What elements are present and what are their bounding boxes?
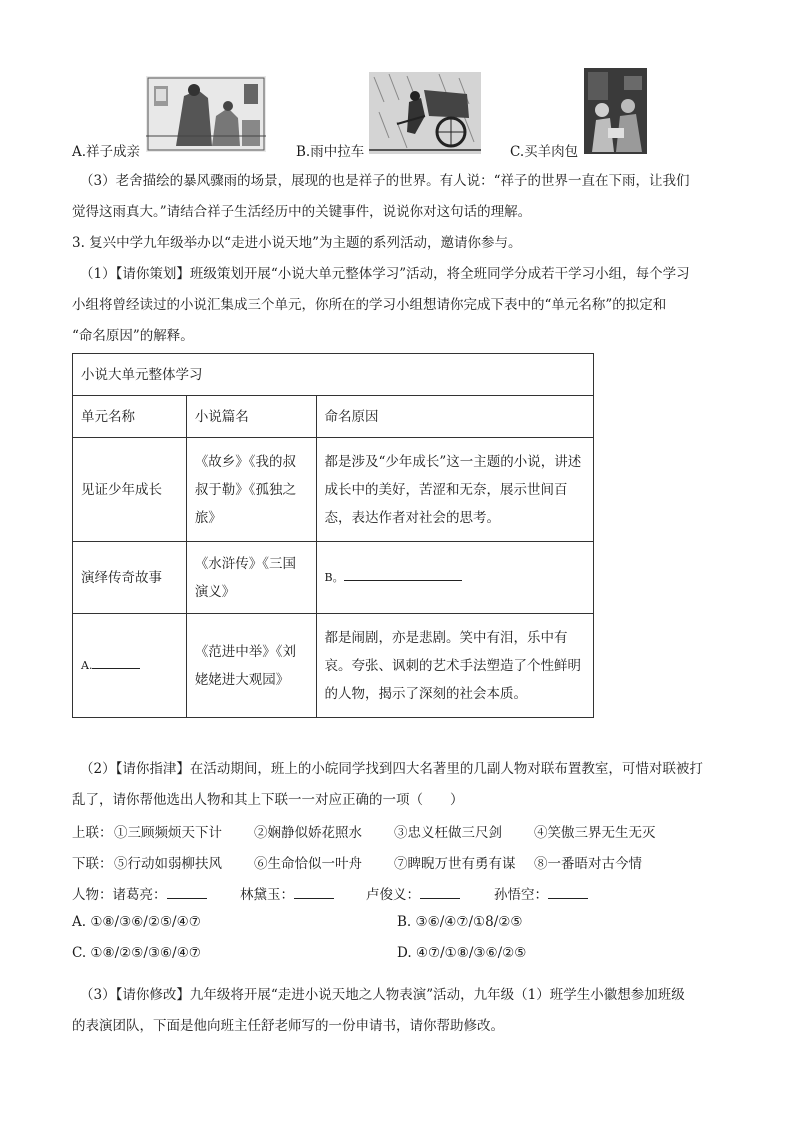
lower-couplet-5: ⑤行动如弱柳扶风 [114,856,222,872]
unit-novels: 《故乡》《我的叔叔于勒》《孤独之旅》 [186,438,316,542]
unit-name: 演绎传奇故事 [73,542,187,614]
unit-reason: 都是闹剧，亦是悲剧。笑中有泪，乐中有哀。夸张、讽刺的艺术手法塑造了个性鲜明的人物，揭示了深刻的社会本质。 [316,614,594,718]
unit-name: 见证少年成长 [73,438,187,542]
illustration-rickshaw-rain [369,72,481,154]
table-row [73,438,594,542]
choice-b[interactable]: B. ③⑥/④⑦/①8/②⑤ [397,914,523,930]
answer-blank-b[interactable] [344,566,462,581]
unit-reason-b: B。 [324,571,344,584]
q3-sub3-line1: （3）【请你修改】九年级将开展“走进小说天地之人物表演”活动，九年级（1）班学生小徽想参加班级 [80,987,685,1003]
option-a-label: A.祥子成亲 [72,144,141,160]
choice-d[interactable]: D. ④⑦/①⑧/③⑥/②⑤ [397,945,527,961]
answer-blank-a[interactable] [92,654,140,669]
illustration-wedding [146,76,266,152]
table-header-reason: 命名原因 [316,396,594,438]
unit-name-cell [73,614,187,718]
unit-reason-cell [316,542,594,614]
lower-couplet-6: ⑥生命恰似一叶舟 [254,856,362,872]
answer-blank[interactable] [294,884,334,899]
unit-reason: 都是涉及“少年成长”这一主题的小说，讲述成长中的美好，苦涩和无奈，展示世间百态，表达作者对社会的思考。 [316,438,594,542]
q2-sub3-line2: 觉得这雨真大。”请结合祥子生活经历中的关键事件，说说你对这句话的理解。 [72,204,532,220]
answer-blank[interactable] [420,884,460,899]
option-c-label: C.买羊肉包 [510,144,579,160]
option-b-label: B.雨中拉车 [296,144,365,160]
upper-label: 上联： [72,825,113,841]
unit-name-a: A. [81,659,93,672]
choice-a[interactable]: A. ①⑧/③⑥/②⑤/④⑦ [72,914,201,930]
lower-couplet-8: ⑧一番晤对古今情 [534,856,642,872]
lower-couplet-7: ⑦睥睨万世有勇有谋 [394,856,516,872]
person-label: 人物：诸葛亮： [72,887,167,903]
table-row [73,614,594,718]
upper-couplet-3: ③忠义枉做三尺剑 [394,825,502,841]
person-label: 孙悟空： [494,887,548,903]
upper-couplet-2: ②娴静似娇花照水 [254,825,362,841]
q3-p1-line2: 小组将曾经读过的小说汇集成三个单元，你所在的学习小组想请你完成下表中的“单元名称”的拟定和 [72,297,667,313]
q3-sub2-line2: 乱了，请你帮他选出人物和其上下联一一对应正确的一项（ ） [72,792,464,808]
unit-novels: 《范进中举》《刘姥姥进大观园》 [186,614,316,718]
person-zhugeliang [72,883,207,903]
q3-intro: 3. 复兴中学九年级举办以“走进小说天地”为主题的系列活动，邀请你参与。 [72,235,522,251]
q3-p1-line3: “命名原因”的解释。 [72,328,194,344]
q3-sub2-line1: （2）【请你指津】在活动期间，班上的小皖同学找到四大名著里的几副人物对联布置教室，可惜对联被打 [80,761,703,777]
table-title: 小说大单元整体学习 [73,354,594,396]
q3-p1-line1: （1）【请你策划】班级策划开展“小说大单元整体学习”活动，将全班同学分成若干学习小组，每个学习 [80,266,690,282]
answer-blank[interactable] [548,884,588,899]
lower-label: 下联： [72,856,113,872]
unit-table [72,353,594,718]
q3-sub3-line2: 的表演团队，下面是他向班主任舒老师写的一份申请书，请你帮助修改。 [72,1018,504,1034]
table-header-name: 单元名称 [73,396,187,438]
q2-sub3-line1: （3）老舍描绘的暴风骤雨的场景，展现的也是祥子的世界。有人说：“祥子的世界一直在下雨，让我们 [80,173,690,189]
table-header-novels: 小说篇名 [186,396,316,438]
person-sunwukong [494,883,588,903]
person-lindaiyu [240,883,334,903]
person-label: 卢俊义： [366,887,420,903]
answer-blank[interactable] [167,884,207,899]
choice-c[interactable]: C. ①⑧/②⑤/③⑥/④⑦ [72,945,201,961]
upper-couplet-1: ①三顾频烦天下计 [114,825,222,841]
upper-couplet-4: ④笑傲三界无生无灭 [534,825,656,841]
illustration-mutton-bun [584,68,647,154]
table-row [73,542,594,614]
person-lujunyi [366,883,460,903]
unit-novels: 《水浒传》《三国演义》 [186,542,316,614]
person-label: 林黛玉： [240,887,294,903]
